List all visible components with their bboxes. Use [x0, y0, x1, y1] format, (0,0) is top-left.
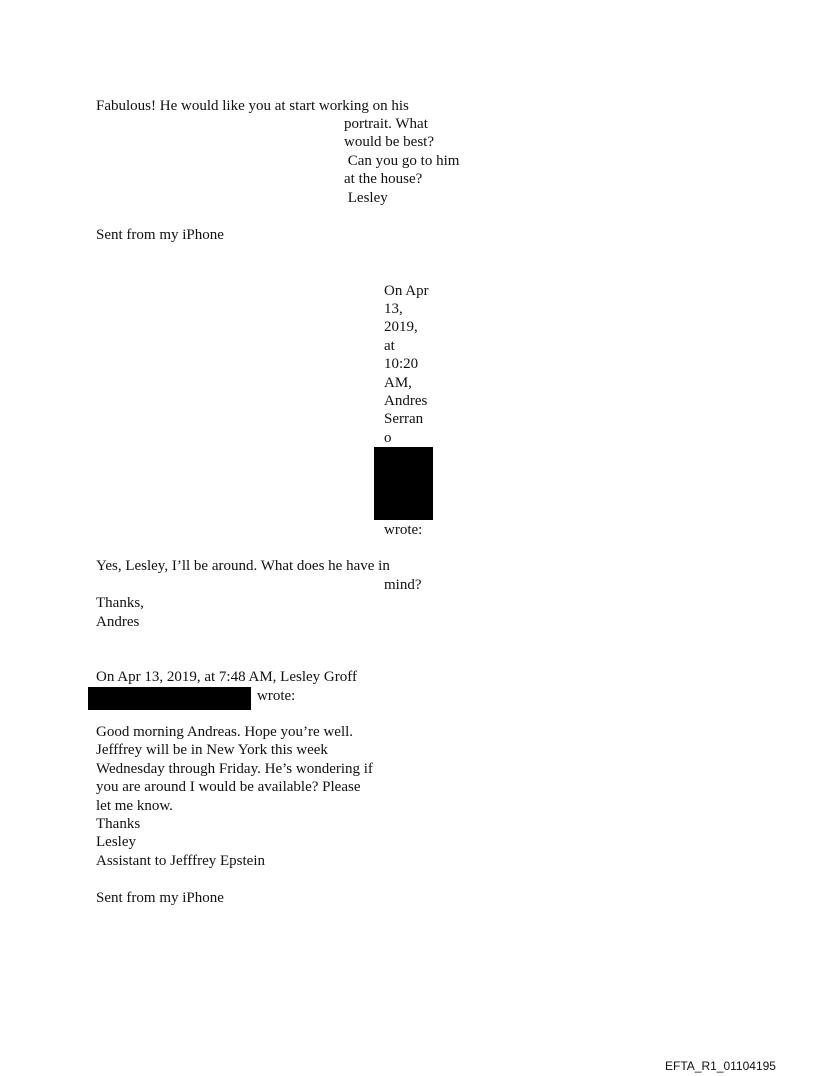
reply1-line-5: at the house?: [344, 171, 423, 187]
redaction-block: [88, 687, 251, 710]
original-line: Lesley: [96, 834, 136, 850]
quote2-header-line: On Apr 13, 2019, at 7:48 AM, Lesley Groff: [96, 669, 357, 685]
quote2-wrote: wrote:: [257, 688, 296, 704]
quote1-header-line: Serran: [384, 411, 424, 427]
reply1-line-3: would be best?: [344, 134, 434, 150]
original-line: Assistant to Jefffrey Epstein: [96, 853, 266, 869]
quote1-header-line: 13,: [384, 301, 403, 317]
original-line: let me know.: [96, 798, 173, 814]
reply1-signature: Sent from my iPhone: [96, 227, 224, 243]
reply2-line-2: mind?: [384, 577, 422, 593]
quote1-header-line: Andres: [384, 393, 428, 409]
reply2-line-3: Thanks,: [96, 595, 144, 611]
original-line: Wednesday through Friday. He’s wondering if: [96, 761, 373, 777]
quote1-wrote: wrote:: [384, 522, 423, 538]
original-signature: Sent from my iPhone: [96, 890, 224, 906]
quote1-header-line: AM,: [384, 375, 412, 391]
quote1-header-line: On Apr: [384, 283, 429, 299]
quote1-header-line: 2019,: [384, 319, 418, 335]
original-line: you are around I would be available? Please: [96, 779, 361, 795]
quote1-header-line: 10:20: [384, 356, 419, 372]
original-line: Good morning Andreas. Hope you’re well.: [96, 724, 354, 740]
reply2-line-4: Andres: [96, 614, 140, 630]
reply2-line-1: Yes, Lesley, I’ll be around. What does he have in: [96, 558, 390, 574]
reply1-line-6: Lesley: [344, 190, 388, 206]
original-line: Thanks: [96, 816, 141, 832]
reply1-line-1: Fabulous! He would like you at start working on his: [96, 98, 409, 114]
redaction-block: [374, 447, 433, 520]
quote1-header-line: o: [384, 430, 392, 446]
reply1-line-4: Can you go to him: [344, 153, 460, 169]
original-line: Jefffrey will be in New York this week: [96, 742, 328, 758]
document-id: EFTA_R1_01104195: [665, 1059, 776, 1073]
reply1-line-2: portrait. What: [344, 116, 428, 132]
quote1-header-line: at: [384, 338, 395, 354]
